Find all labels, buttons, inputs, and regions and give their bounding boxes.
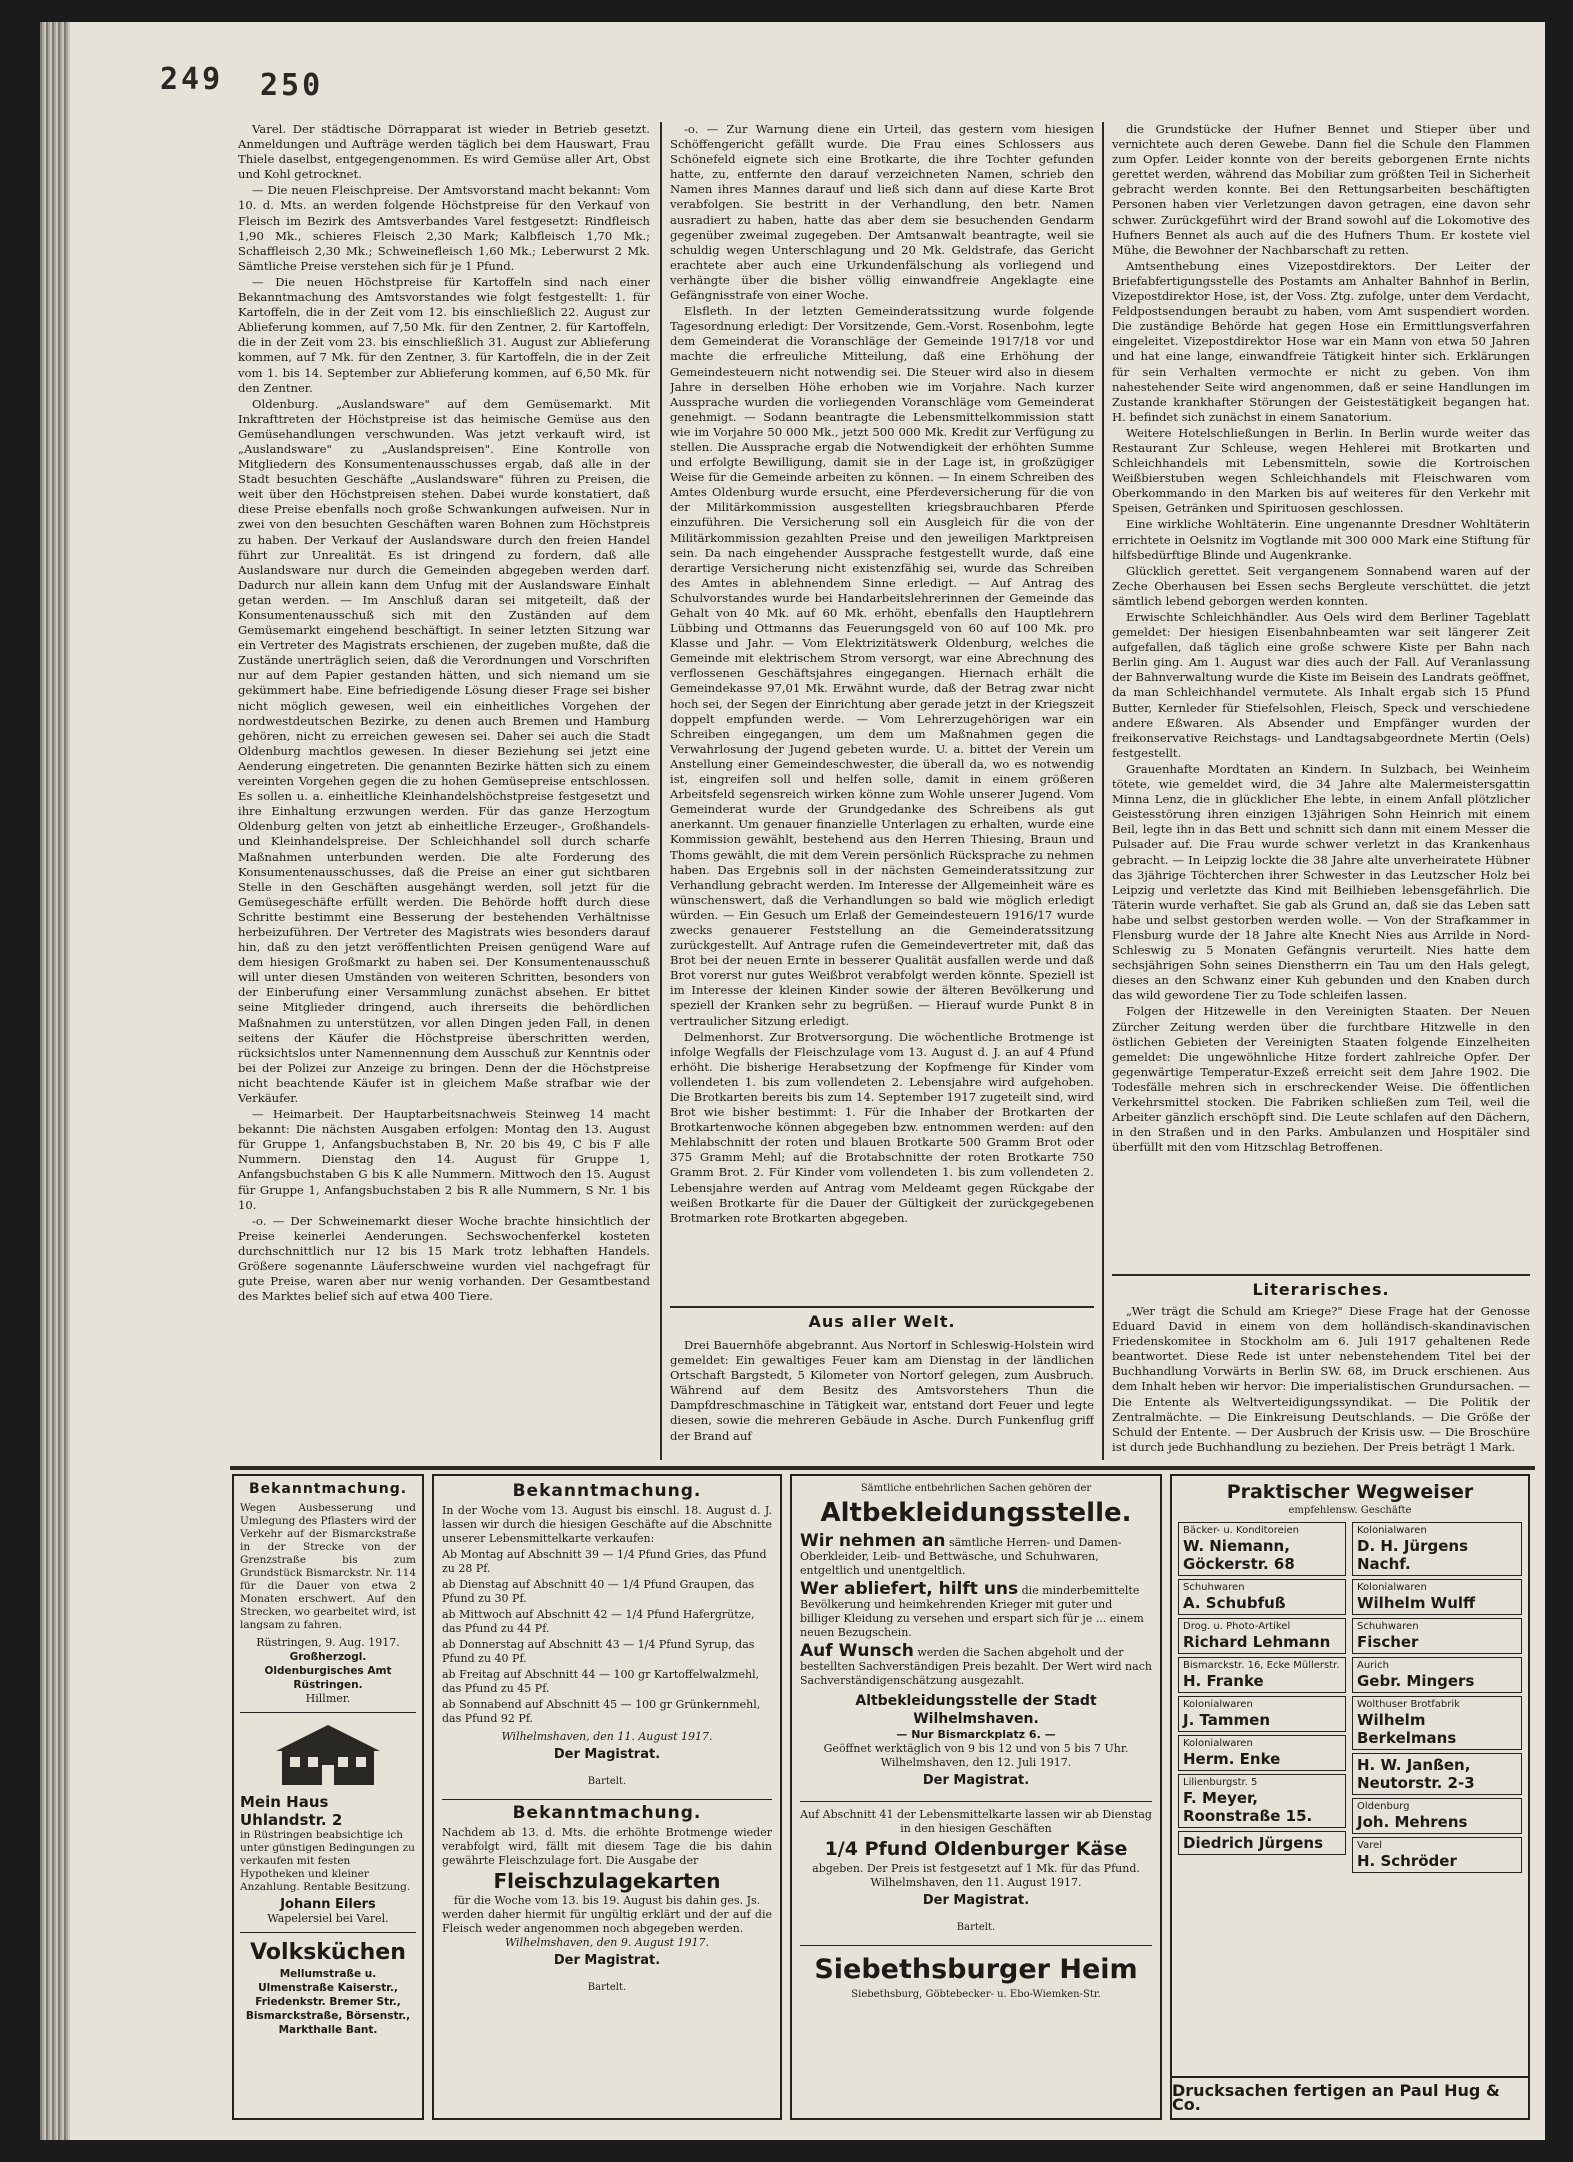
heim-address: Siebethsburg, Göbtebecker- u. Ebo-Wiemken-Str. — [851, 1989, 1101, 2000]
wegweiser-left-list — [1178, 1522, 1346, 1858]
column-3 — [1112, 122, 1530, 1272]
wegweiser-entry — [1178, 1774, 1346, 1828]
old-page-number: 249 — [160, 62, 224, 97]
wegweiser-entry — [1178, 1579, 1346, 1615]
article-schweinemarkt: -o. — Der Schweinemarkt dieser Woche brachte hinsichtlich der Preise keinerlei Aenderungen. Sechswochenferkel kosteten durchschnittlich nur 12 bis 15 Mark trotz lebhaften Handels. Größere sogenannte Läuferschweine wurden viel nachgefragt für gute Preise, waren aber nur wenig vorhanden. Der Gesamtbestand des Marktes belief sich auf etwa 400 Tiere. — [238, 1213, 650, 1304]
house-ad-owner: Johann Eilers — [280, 1897, 376, 1912]
wegweiser-entry-name: Herm. Enke — [1183, 1750, 1281, 1768]
wegweiser-entry-category: Schuhwaren — [1357, 1621, 1419, 1632]
wegweiser-entry-category: Kolonialwaren — [1183, 1699, 1253, 1710]
wegweiser-entry-name: Diedrich Jürgens — [1183, 1834, 1324, 1852]
wegweiser-entry-category: Aurich — [1357, 1660, 1389, 1671]
ration-item: ab Freitag auf Abschnitt 44 — 100 gr Kartoffelwalzmehl, das Pfund zu 45 Pf. — [442, 1668, 760, 1695]
ad-signature: Hillmer. — [305, 1692, 351, 1705]
article-schleichhaendler: Erwischte Schleichhändler. Aus Oels wird dem Berliner Tageblatt gemeldet: Der hiesigen Eisenbahnbeamten war seit längerer Zeit aufgefallen, daß täglich eine große schwere Kiste per Bahn nach Berlin ging. Am 1. August war dies auch der Fall. Auf Veranlassung der Bahnverwaltung wurde die Kiste im Beisein des Landrats geöffnet, da man Schleichhandel vermutete. Als Inhalt ergab sich 15 Pfund Butter, Kernleder für Stiefelsohlen, Fleisch, Speck und verschiedene andere Eßwaren. Als Absender und Empfänger wurden der freikonservative Reichstags- und Landtagsabgeordnete Mertin (Oels) festgestellt. — [1112, 610, 1530, 760]
wegweiser-entry-name: Joh. Mehrens — [1357, 1813, 1468, 1831]
article-fleischpreise: — Die neuen Fleischpreise. Der Amtsvorstand macht bekannt: Vom 10. d. Mts. an werden folgende Höchstpreise für den Verkauf von Fleisch im Bezirk des Amtsverbandes Varel festgesetzt: Rindfleisch 1,90 Mk., schieres Fleisch 2,30 Mark; Kalbfleisch 1,70 Mk.; Schaffleisch 2,30 Mk.; Schweinefleisch 1,60 Mk.; Leberwurst 2 Mk. Sämtliche Preise verstehen sich für je 1 Pfund. — [238, 183, 650, 273]
wegweiser-entry — [1352, 1696, 1522, 1750]
ad-title: Bekanntmachung. — [248, 1481, 408, 1497]
column-rule — [660, 122, 662, 1460]
cheese-signature-name: Bartelt. — [956, 1922, 996, 1933]
wegweiser-entry-name: D. H. Jürgens Nachf. — [1357, 1537, 1469, 1573]
wegweiser-entry — [1352, 1522, 1522, 1576]
ad-signature-name-2: Bartelt. — [587, 1982, 627, 1993]
wegweiser-entry — [1178, 1735, 1346, 1771]
ad-header: Sämtliche entbehrlichen Sachen gehören der — [860, 1483, 1092, 1494]
section-title-aus-aller-welt: Aus aller Welt. — [808, 1312, 956, 1331]
column-rule — [1102, 122, 1104, 1460]
ad-text-3: werden daher hiermit für ungültig erklärt und der auf die Fleisch weder angenommen noch abgegeben werden. — [442, 1908, 772, 1935]
wegweiser-title: Praktischer Wegweiser — [1226, 1481, 1474, 1503]
wegweiser-footer-box — [1172, 2076, 1528, 2118]
wegweiser-entry-name: F. Meyer, Roonstraße 15. — [1183, 1789, 1313, 1825]
wegweiser-entry-name: A. Schubfuß — [1183, 1594, 1286, 1612]
ad-organisation: Altbekleidungsstelle der Stadt Wilhelmshaven. — [855, 1693, 1097, 1727]
wegweiser-entry — [1178, 1657, 1346, 1693]
wegweiser-entry-name: Fischer — [1357, 1633, 1419, 1651]
wegweiser-footer: Drucksachen fertigen an Paul Hug & Co. — [1172, 2081, 1500, 2114]
ration-item: ab Dienstag auf Abschnitt 40 — 1/4 Pfund Graupen, das Pfund zu 30 Pf. — [442, 1578, 755, 1605]
wegweiser-entry-category: Lilienburgstr. 5 — [1183, 1777, 1258, 1788]
wegweiser-entry — [1178, 1696, 1346, 1732]
wegweiser-entry-category: Kolonialwaren — [1183, 1738, 1253, 1749]
article-kartoffelpreise: — Die neuen Höchstpreise für Kartoffeln sind nach einer Bekanntmachung des Amtsvorstandes wie folgt festgestellt: 1. für Kartoffeln, die in der Zeit vom 12. bis einschließlich 22. August zur Ablieferung kommen, auf 7,50 Mk. für den Zentner, 2. für Kartoffeln, die in der Zeit vom 23. bis einschließlich 31. August zur Ablieferung kommen, auf 7 Mk. für den Zentner, 3. für Kartoffeln, die in der Zeit vom 1. bis 14. September zur Ablieferung kommen, auf 6,50 Mk. für den Zentner. — [238, 274, 650, 395]
ad-text-2: Nachdem ab 13. d. Mts. die erhöhte Brotmenge wieder verabfolgt wird, fällt mit diesem Tage die bis dahin gewährte Fleischzulage fort. Die Ausgabe der — [442, 1826, 772, 1867]
wegweiser-entry-category: Bismarckstr. 16, Ecke Müllerstr. — [1183, 1660, 1340, 1671]
ad-date-2: Wilhelmshaven, den 9. August 1917. — [504, 1936, 710, 1949]
column-3-lower — [1112, 1304, 1530, 1460]
article-hotelschliessungen: Weitere Hotelschließungen in Berlin. In Berlin wurde weiter das Restaurant Zur Schleuse, wegen Hehlerei mit Brotkarten und Schleichhandels mit Lebensmitteln, sowie die Kortroischen Weißbierstuben wegen Schleichhandels mit Fleischwaren vom Oberkommando in den Marken bis auf weiteres für den Verkehr mit Speisen, Getränken und Spirituosen geschlossen. — [1112, 425, 1530, 516]
wegweiser-entry — [1352, 1657, 1522, 1693]
wegweiser-entry-category: Kolonialwaren — [1357, 1582, 1427, 1593]
ration-item: ab Sonnabend auf Abschnitt 45 — 100 gr Grünkernmehl, das Pfund 92 Pf. — [442, 1698, 761, 1725]
ration-item: Ab Montag auf Abschnitt 39 — 1/4 Pfund Gries, das Pfund zu 28 Pf. — [442, 1548, 767, 1575]
cheese-intro: Auf Abschnitt 41 der Lebensmittelkarte lassen wir ab Dienstag in den hiesigen Geschäften — [800, 1808, 1152, 1835]
volkskuechen-text: Mellumstraße u. Ulmenstraße Kaiserstr., Friedenkstr. Bremer Str., Bismarckstraße, Börsenstr., Markthalle Bant. — [245, 1968, 411, 2036]
article-varel: Varel. Der städtische Dörrapparat ist wieder in Betrieb gesetzt. Anmeldungen und Aufträge werden täglich bei dem Hauswart, Frau Thiele daselbst, entgegengenommen. Es wird Gemüse aller Art, Obst und Kohl getrocknet. — [238, 122, 650, 182]
ad-divider — [800, 1945, 1152, 1946]
ad-title-2: Bekanntmachung. — [512, 1803, 702, 1823]
column-2 — [670, 122, 1094, 1300]
heim-title: Siebethsburger Heim — [814, 1954, 1138, 1985]
ration-item: ab Mittwoch auf Abschnitt 42 — 1/4 Pfund Hafergrütze, das Pfund zu 44 Pf. — [442, 1608, 755, 1635]
ad-signature: Der Magistrat. — [553, 1747, 661, 1762]
ad-altbekleidungsstelle — [790, 1474, 1162, 2120]
wegweiser-entry — [1352, 1618, 1522, 1654]
wegweiser-entry-category: Wolthuser Brotfabrik — [1357, 1699, 1460, 1710]
wegweiser-entry — [1352, 1579, 1522, 1615]
ad-text-2: die minderbemittelte Bevölkerung und heimkehrenden Krieger mit guter und billiger Kleidung zu versehen und erspart sich für je ... einem neuen Bezugschein. — [800, 1584, 1144, 1639]
ad-divider — [442, 1799, 772, 1800]
ad-date: Rüstringen, 9. Aug. 1917. — [256, 1636, 400, 1649]
ad-intro: In der Woche vom 13. August bis einschl. 18. August d. J. lassen wir durch die hiesigen Geschäfte auf die Abschnitte unserer Lebensmittelkarte verkaufen: — [442, 1504, 772, 1545]
cheese-title: 1/4 Pfund Oldenburger Käse — [824, 1838, 1128, 1860]
wegweiser-entry-category: Oldenburg — [1357, 1801, 1410, 1812]
ad-hours: Geöffnet werktäglich von 9 bis 12 und von 5 bis 7 Uhr. Wilhelmshaven, den 12. Juli 1917. — [823, 1742, 1129, 1769]
cheese-signature: Der Magistrat. — [922, 1893, 1030, 1908]
ad-text-1: sämtliche Herren- und Damen-Oberkleider, Leib- und Bettwäsche, und Schuhwaren, entgeltlich und unentgeltlich. — [800, 1536, 1122, 1577]
article-heimarbeit: — Heimarbeit. Der Hauptarbeitsnachweis Steinweg 14 macht bekannt: Die nächsten Ausgaben erfolgen: Montag den 13. August für Gruppe 1, Anfangsbuchstaben B, Nr. 20 bis 49, C bis F alle Nummern. Dienstag den 14. August für Gruppe 1, Anfangsbuchstaben G bis K alle Nummern. Mittwoch den 15. August für Gruppe 1, Anfangsbuchstaben 2 bis R alle Nummern, S Nr. 1 bis 10. — [238, 1107, 650, 1212]
article-delmenhorst: Delmenhorst. Zur Brotversorgung. Die wöchentliche Brotmenge ist infolge Wegfalls der Fleischzulage vom 13. August d. J. an auf 4 Pfund erhöht. Die bisherige Herabsetzung der Kopfmenge für Kinder vom vollendeten 1. bis zum vollendeten 2. Lebensjahre wird aufgehoben. Die Brotkarten bereits bis zum 14. September 1917 zugeteilt sind, wird Brot wie bisher bestimmt: 1. Für die Inhaber der Brotkarten der Brotkartenwoche können abgegeben bzw. entnommen werden: auf den Mehlabschnitt der roten und blauen Brotkarte 500 Gramm Brot oder 375 Gramm Mehl; auf die Brotabschnitte der roten Brotkarte 750 Gramm Brot. 2. Für Kinder vom vollendeten 1. bis zum vollendeten 2. Lebensjahre werden auf Antrag vom Meldeamt gegen Rückgabe der weißen Brotkarte für die Dauer der Gültigkeit der zurückgegebenen Brotmarken rote Brotkarten abgegeben. — [670, 1029, 1094, 1225]
article-wohltaeterin: Eine wirkliche Wohltäterin. Eine ungenannte Dresdner Wohltäterin errichtete in Oelsnitz im Vogtlande mit 300 000 Mark eine Stiftung für hilfsbedürftige Blinde und Augenkranke. — [1112, 517, 1530, 562]
ad-signature-2: Der Magistrat. — [553, 1953, 661, 1968]
newspaper-page — [40, 22, 1545, 2140]
page-number: 250 — [260, 68, 324, 103]
wegweiser-entry-name: W. Niemann, Göckerstr. 68 — [1183, 1537, 1295, 1573]
house-ad-title: Mein Haus Uhlandstr. 2 — [240, 1793, 343, 1829]
ad-address: — Nur Bismarckplatz 6. — — [896, 1728, 1056, 1741]
column-1 — [238, 122, 650, 1460]
article-gerettet: Glücklich gerettet. Seit vergangenem Sonnabend waren auf der Zeche Oberhausen bei Essen sechs Bergleute verschüttet. die jetzt sämtlich lebend geborgen werden konnten. — [1112, 563, 1530, 608]
wegweiser-entry-category: Varel — [1357, 1840, 1383, 1851]
ad-text: Wegen Ausbesserung und Umlegung des Pflasters wird der Verkehr auf der Bismarckstraße in der Strecke von der Grenzstraße bis zum Grundstück Bismarckstr. Nr. 114 für die Dauer von etwa 2 Monaten erschwert. Auf den Strecken, wo gearbeitet wird, ist langsam zu fahren. — [240, 1502, 416, 1631]
ad-bigword: Fleischzulagekarten — [493, 1869, 721, 1893]
ad-divider — [240, 1712, 416, 1713]
wegweiser-entry — [1352, 1837, 1522, 1873]
article-brand-cont: die Grundstücke der Hufner Bennet und Stieper über und vernichtete auch deren Gewebe. Dann fiel die Schule den Flammen zum Opfer. Leider konnte von der bereits geborgenen Ernte nichts gerettet werden, während das Mobiliar zum größten Teil in Sicherheit gebracht werden konnte. Bei den Rettungsarbeiten beschäftigten Personen haben vier Verletzungen davon getragen, eine davon sehr schwer. Zurückgeführt wird der Brand sowohl auf die Lokomotive des Hufners Bennet als auch auf die des Hufners Thum. Er kostete viel Mühe, die Bewohner der Nachbarschaft zu retten. — [1112, 122, 1530, 257]
wegweiser-entry-category: Schuhwaren — [1183, 1582, 1245, 1593]
wegweiser-entry-category: Bäcker- u. Konditoreien — [1183, 1525, 1300, 1536]
wegweiser-entry — [1178, 1618, 1346, 1654]
wegweiser-entry-category: Drog. u. Photo-Artikel — [1183, 1621, 1291, 1632]
ad-date: Wilhelmshaven, den 11. August 1917. — [501, 1730, 713, 1743]
ad-bekanntmachung-pflaster — [232, 1474, 424, 2120]
section-title-literarisches: Literarisches. — [1252, 1280, 1390, 1299]
ad-bekanntmachung-magistrat — [432, 1474, 782, 2120]
house-ad-text: in Rüstringen beabsichtige ich unter günstigen Bedingungen zu verkaufen mit festen Hypotheken und kleiner Anzahlung. Rentable Besitzung. — [240, 1829, 415, 1893]
wegweiser-entry-name: Wilhelm Wulff — [1357, 1594, 1476, 1612]
wegweiser-entry — [1352, 1798, 1522, 1834]
wegweiser-entry-name: J. Tammen — [1183, 1711, 1271, 1729]
wegweiser-right-list — [1352, 1522, 1522, 1876]
wegweiser-entry-name: H. Franke — [1183, 1672, 1264, 1690]
ad-praktischer-wegweiser — [1170, 1474, 1530, 2120]
wegweiser-entry-name: Wilhelm Berkelmans — [1357, 1711, 1457, 1747]
wegweiser-entry-name: Gebr. Mingers — [1357, 1672, 1475, 1690]
ad-weeks: für die Woche vom 13. bis 19. August bis dahin ges. Js. — [453, 1894, 761, 1907]
ad-office: Großherzogl. Oldenburgisches Amt Rüstringen. — [264, 1651, 392, 1691]
cheese-text: abgeben. Der Preis ist festgesetzt auf 1 Mk. für das Pfund. Wilhelmshaven, den 11. August 1917. — [812, 1862, 1140, 1889]
wegweiser-entry-name: H. W. Janßen, Neutorstr. 2-3 — [1357, 1756, 1475, 1792]
ration-list — [442, 1548, 772, 1726]
article-vizepostdirektor: Amtsenthebung eines Vizepostdirektors. Der Leiter der Briefabfertigungsstelle des Postamts am Anhalter Bahnhof in Berlin, Vizepostdirektor Hose, ist, der Voss. Ztg. zufolge, unter dem Verdacht, Feldpostsendungen beraubt zu haben, vom Amt suspendiert worden. Die zuständige Behörde hat gegen Hose ein Ermittlungsverfahren eingeleitet. Vizepostdirektor Hose war ein Mann von etwa 50 Jahren und hat eine lange, einwandfreie Tätigkeit hinter sich. Erklärungen für sein Verhalten vermochte er nicht zu geben. Von ihm nahestehender Seite wird angenommen, daß er seine Handlungen im Zustande krankhafter Störungen der Geistestätigkeit begangen hat. H. befindet sich zunächst in einem Sanatorium. — [1112, 258, 1530, 424]
wegweiser-entry-category: Kolonialwaren — [1357, 1525, 1427, 1536]
ad-lead-2: Wer abliefert, hilft uns — [800, 1579, 1019, 1599]
section-rule — [670, 1306, 1094, 1308]
section-rule — [1112, 1274, 1530, 1276]
ad-divider — [240, 1932, 416, 1933]
ad-lead-3: Auf Wunsch — [800, 1641, 914, 1661]
article-mordtaten: Grauenhafte Mordtaten an Kindern. In Sulzbach, bei Weinheim tötete, wie gemeldet wird, die 34 Jahre alte Malermeistersgattin Minna Lenz, die in glücklicher Ehe lebte, in einem Anfall plötzlicher Geistesstörung ihren einzigen 13jährigen Sohn Heinrich mit einem Beil, legte ihn in das Bett und schnitt sich dann mit einem Messer die Pulsader auf. Die Frau wurde schwer verletzt in das Krankenhaus gebracht. — In Leipzig lockte die 38 Jahre alte unverheiratete Hübner das 3jährige Töchterchen ihrer Schwester in das Leutzscher Holz bei Leipzig und verletzte das Kind mit Beilhieben lebensgefährlich. Die Täterin wurde verhaftet. Sie gab als Grund an, daß sie das Leben satt habe und selbst gestorben werden wolle. — Von der Strafkammer in Flensburg wurde der 18 Jahre alte Knecht Nies aus Arrilde in Nord-Schleswig zu 5 Monaten Gefängnis verurteilt. Nies hatte dem sechsjährigen Sohn seines Dienstherrn ein Tau um den Hals gelegt, dieses an den Schwanz einer Kuh gebunden und den Knaben durch das wild gewordene Tier zu Tode schleifen lassen. — [1112, 761, 1530, 1003]
wegweiser-entry — [1178, 1831, 1346, 1855]
ad-lead-1: Wir nehmen an — [800, 1531, 946, 1551]
wegweiser-entry — [1352, 1753, 1522, 1795]
ad-title: Bekanntmachung. — [512, 1481, 702, 1501]
article-schuld-am-kriege: „Wer trägt die Schuld am Kriege?" Diese Frage hat der Genosse Eduard David in einem von dem holländisch-skandinavischen Friedenskomitee in Stockholm am 6. Juli 1917 gehaltenen Rede beantwortet. Diese Rede ist unter nebenstehendem Titel bei der Buchhandlung Vorwärts in Berlin SW. 68, im Druck erschienen. Aus dem Inhalt heben wir hervor: Die imperialistischen Grundursachen. — Die Entente als Weltverteidigungssyndikat. — Die Politik der Zentralmächte. — Die Einkreisung Deutschlands. — Die Größe der Schuld der Entente. — Der Ausbruch der Krisis usw. — Die Broschüre ist durch jede Buchhandlung zu beziehen. Der Preis beträgt 1 Mark. — [1112, 1304, 1530, 1454]
wegweiser-subtitle: empfehlensw. Geschäfte — [1288, 1505, 1412, 1516]
wegweiser-entry-name: Richard Lehmann — [1183, 1633, 1331, 1651]
article-warnung: -o. — Zur Warnung diene ein Urteil, das gestern vom hiesigen Schöffengericht gefällt wurde. Die Frau eines Schlossers aus Schönefeld eignete sich eine Brotkarte, die ihre Tochter gefunden hatte, zu, entfernte den darauf verzeichneten Namen, schrieb den Namen ihres Mannes darauf und ließ sich dann auf diese Karte Brot verabfolgen. Sie bestritt in der Verhandlung, den betr. Namen ausradiert zu haben, hatte das aber dem sie besuchenden Gendarm gegenüber zweimal zugegeben. Der Amtsanwalt beantragte, weil sie schuldig wegen Unterschlagung und 20 Mk. Geldstrafe, das Gericht erachtete aber auch eine Urkundenfälschung als vorliegend und verhängte über die bisher völlig einwandfreie Angeklagte eine Gefängnisstrafe von einer Woche. — [670, 122, 1094, 303]
ads-top-rule — [230, 1466, 1535, 1470]
book-binding-edge — [40, 22, 70, 2140]
article-elsfleth: Elsfleth. In der letzten Gemeinderatssitzung wurde folgende Tagesordnung erledigt: Der Vorsitzende, Gem.-Vorst. Rosenbohm, legte dem Gemeinderat die Voranschläge der Gemeinde 1917/18 vor und machte die erfreuliche Mitteilung, daß eine Erhöhung der Gemeindesteuern nicht notwendig sei. Die Steuer wird also in diesem Jahre in derselben Höhe erhoben wie im Vorjahre. Nach kurzer Aussprache wurden die vorliegenden Voranschläge vom Gemeinderat genehmigt. — Sodann beantragte die Lebensmittelkommission statt wie im Vorjahre 50 000 Mk., jetzt 500 000 Mk. Kredit zur Verfügung zu stellen. Die Aussprache ergab die Notwendigkeit der erhöhten Summe und erfolgte Bewilligung, damit sie in der Lage ist, in großzügiger Weise für die Gemeinde arbeiten zu können. — In einem Schreiben des Amtes Oldenburg wurde ersucht, eine Pferdeversicherung für die von der Militärkommission ausgestellten kriegsbrauchbaren Pferde einzuführen. Die Versicherung soll ein Ausgleich für die von der Militärkommission gezahlten Preise und den jeweiligen Marktpreisen sein. Da nach eingehender Aussprache festgestellt wurde, daß eine derartige Versicherung nicht existenzfähig sei, wurde das Schreiben des Amtes in ablehnendem Sinne erledigt. — Auf Antrag des Schulvorstandes wurde bei Handarbeitslehrerinnen der Gemeinde das Gehalt von 40 Mk. auf 60 Mk. erhöht, ebenfalls den Hauptlehrern Lübbing und Ottmanns das Feuerungsgeld von 60 auf 100 Mk. pro Klasse und Jahr. — Vom Elektrizitätswerk Oldenburg, welches die Gemeinde mit elektrischem Strom versorgt, war eine Abrechnung des verflossenen Geschäftsjahres eingegangen. Hiernach erhält die Gemeindekasse 97,01 Mk. Erwähnt wurde, daß der Betrag zwar nicht hoch sei, der Segen der Einrichtung aber gerade jetzt in der Kriegszeit doppelt empfunden werde. — Vom Lehrerzugehörigen war ein Schreiben eingegangen, um dem um Maßnahmen gegen die Verwahrlosung der Jugend gebeten wurde. U. a. bittet der Verein um Anstellung einer Gemeindeschwester, die überall da, wo es notwendig ist, eingreifen soll und helfen solle, damit in einem größeren Arbeitsfeld segensreich wirken könne zum Wohle unserer Jugend. Vom Gemeinderat wurde der Grundgedanke des Schreibens als gut anerkannt. Um genauer finanzielle Unterlagen zu erhalten, wurde eine Kommission gewählt, bestehend aus den Herren Thiesing, Braun und Thoms gewählt, die mit dem Verein persönlich Rücksprache zu nehmen haben. Das Ergebnis soll in der nächsten Gemeinderatssitzung zur Verhandlung gebracht werden. Im Interesse der Allgemeinheit wäre es wünschenswert, daß die Verhandlungen so bald wie möglich erledigt würden. — Ein Gesuch um Erlaß der Gemeindesteuern 1916/17 wurde zwecks genauerer Feststellung an die Gemeinderatssitzung zurückgestellt. Auf Antrage rufen die Gemeindevertreter mit, daß das Brot bei der neuen Ernte in besserer Qualität ausfallen werde und daß Brot vorerst nur gutes Weißbrot verabfolgt werden könnte. Speziell ist im Interesse der kleinen Kinder sowie der älteren Bevölkerung und speziell der Kranken sehr zu begrüßen. — Hierauf wurde Punkt 8 in vertraulicher Sitzung erledigt. — [670, 304, 1094, 1028]
ration-item: ab Donnerstag auf Abschnitt 43 — 1/4 Pfund Syrup, das Pfund zu 40 Pf. — [442, 1638, 755, 1665]
ad-title: Altbekleidungsstelle. — [820, 1498, 1132, 1528]
house-ad-location: Wapelersiel bei Varel. — [267, 1912, 389, 1925]
column-2-lower — [670, 1338, 1094, 1460]
article-bauernhoefe: Drei Bauernhöfe abgebrannt. Aus Nortorf in Schleswig-Holstein wird gemeldet: Ein gewaltiges Feuer kam am Dienstag in der ländlichen Ortschaft Bargstedt, 5 Kilometer von Nortorf gelegen, zum Ausbruch. Während auf dem Besitz des Amtsvorstehers Thun die Dampfdreschmaschine in Tätigkeit war, entstand dort Feuer und legte diesen, sowie die mehreren Gebäude in Asche. Durch Funkenflug griff der Brand auf — [670, 1338, 1094, 1443]
ad-signature: Der Magistrat. — [922, 1773, 1030, 1788]
ad-signature-name: Bartelt. — [587, 1776, 627, 1787]
article-hitzewelle: Folgen der Hitzewelle in den Vereinigten Staaten. Der Neuen Zürcher Zeitung werden über die furchtbare Hitzwelle in den östlichen Gebieten der Vereinigten Staaten folgende Einzelheiten gemeldet: Die ungewöhnliche Hitze fordert zahlreiche Opfer. Der gegenwärtige Temperatur-Exzeß erreicht seit dem Jahre 1902. Die Todesfälle mehren sich in erschreckender Weise. Die öffentlichen Verkehrsmittel stocken. Die Fabriken schließen zum Teil, weil die Arbeiter gänzlich erschöpft sind. Die Leute schlafen auf den Dächern, in den Straßen und in den Parks. Ambulanzen und Hospitäler sind überfüllt mit den vom Hitzschlag Betroffenen. — [1112, 1004, 1530, 1155]
ad-divider — [800, 1801, 1152, 1802]
wegweiser-entry-name: H. Schröder — [1357, 1852, 1457, 1870]
volkskuechen-title: Volksküchen — [250, 1940, 406, 1965]
house-icon — [268, 1719, 388, 1789]
ad-text-3: werden die Sachen abgeholt und der bestellten Sachverständigen Preis bezahlt. Der Wert wird nach Sachverständigenschätzung ausgezahlt. — [800, 1646, 1152, 1687]
wegweiser-entry — [1178, 1522, 1346, 1576]
article-auslandsware: Oldenburg. „Auslandsware" auf dem Gemüsemarkt. Mit Inkrafttreten der Höchstpreise ist das heimische Gemüse aus den Gemüsehandlungen verschwunden. Was jetzt verkauft wird, ist „Auslandsware" zu „Auslandspreisen". Eine Kontrolle von Mitgliedern des Konsumentenausschusses ergab, daß alle in der Stadt besuchten Geschäfte „Auslandsware" führen zu Preisen, die weit über den Höchstpreisen stehen. Dabei wurde konstatiert, daß diese Preise ebenfalls noch große Schwankungen aufweisen. Nur in zwei von den besuchten Geschäften waren Bohnen zum Höchstpreis zu haben. Der Verkauf der Auslandsware durch den freien Handel führt zur Unrealität. Es ist dringend zu fordern, daß alle Auslandsware nur durch die Gemeinden abgegeben werden darf. Dadurch nur allein kann dem Unfug mit der Auslandsware Einhalt getan werden. — Im Anschluß daran sei mitgeteilt, daß der Konsumentenausschuß sich mit den Zuständen auf dem Gemüsemarkt eingehend beschäftigt. In seiner letzten Sitzung war ein Vertreter des Magistrats erschienen, der zugeben mußte, daß die Zustände unerträglich seien, daß die Verordnungen und Vorschriften nur auf dem Papier gestanden hätten, und sich niemand um sie gekümmert habe. Eine befriedigende Lösung dieser Frage sei bisher nicht möglich gewesen, weil ein einheitliches Vorgehen der nordwestdeutschen Bezirke, zu denen auch Bremen und Hamburg gehören, nicht zu erreichen gewesen sei. Daher sei auch die Stadt Oldenburg machtlos gewesen. In dieser Beziehung sei jetzt eine Aenderung eingetreten. Die genannten Bezirke hätten sich zu einem vereinten Vorgehen gegen die zu hohen Gemüsepreise entschlossen. Es sollen u. a. einheitliche Kleinhandelshöchstpreise festgesetzt und ihre Einhaltung erzwungen werden. Für das ganze Herzogtum Oldenburg gelten von jetzt ab einheitliche Erzeuger-, Großhandels- und Kleinhandelspreise. Der Schleichhandel soll durch scharfe Maßnahmen unterbunden werden. Die alte Forderung des Konsumentenausschusses, daß die Preise an einer gut sichtbaren Stelle in den Geschäften ausgehängt werden, soll jetzt für die Gemüsegeschäfte erfüllt werden. Die Behörde hofft durch diese Schritte bestimmt eine Besserung der bestehenden Verhältnisse herbeizuführen. Der Vertreter des Magistrats wies besonders darauf hin, daß zu den jetzt veröffentlichten Preisen genügend Ware auf dem hiesigen Großmarkt zu haben sei. Der Konsumentenausschuß will unter diesen Umständen von weiteren Schritten, besonders von der Einberufung einer Versammlung zunächst absehen. Er bittet seine Mitglieder dringend, auch ihrerseits die behördlichen Maßnahmen zu unterstützen, vor allen Dingen jeden Fall, in denen seitens der Käufer die Höchstpreise überschritten werden, rücksichtslos unter Namennennung dem Ausschuß zur Kenntnis oder bei der Polizei zur Anzeige zu bringen. Denn der die Höchstpreise nicht beachtende Käufer ist in gleichem Maße strafbar wie der Verkäufer. — [238, 396, 650, 1105]
